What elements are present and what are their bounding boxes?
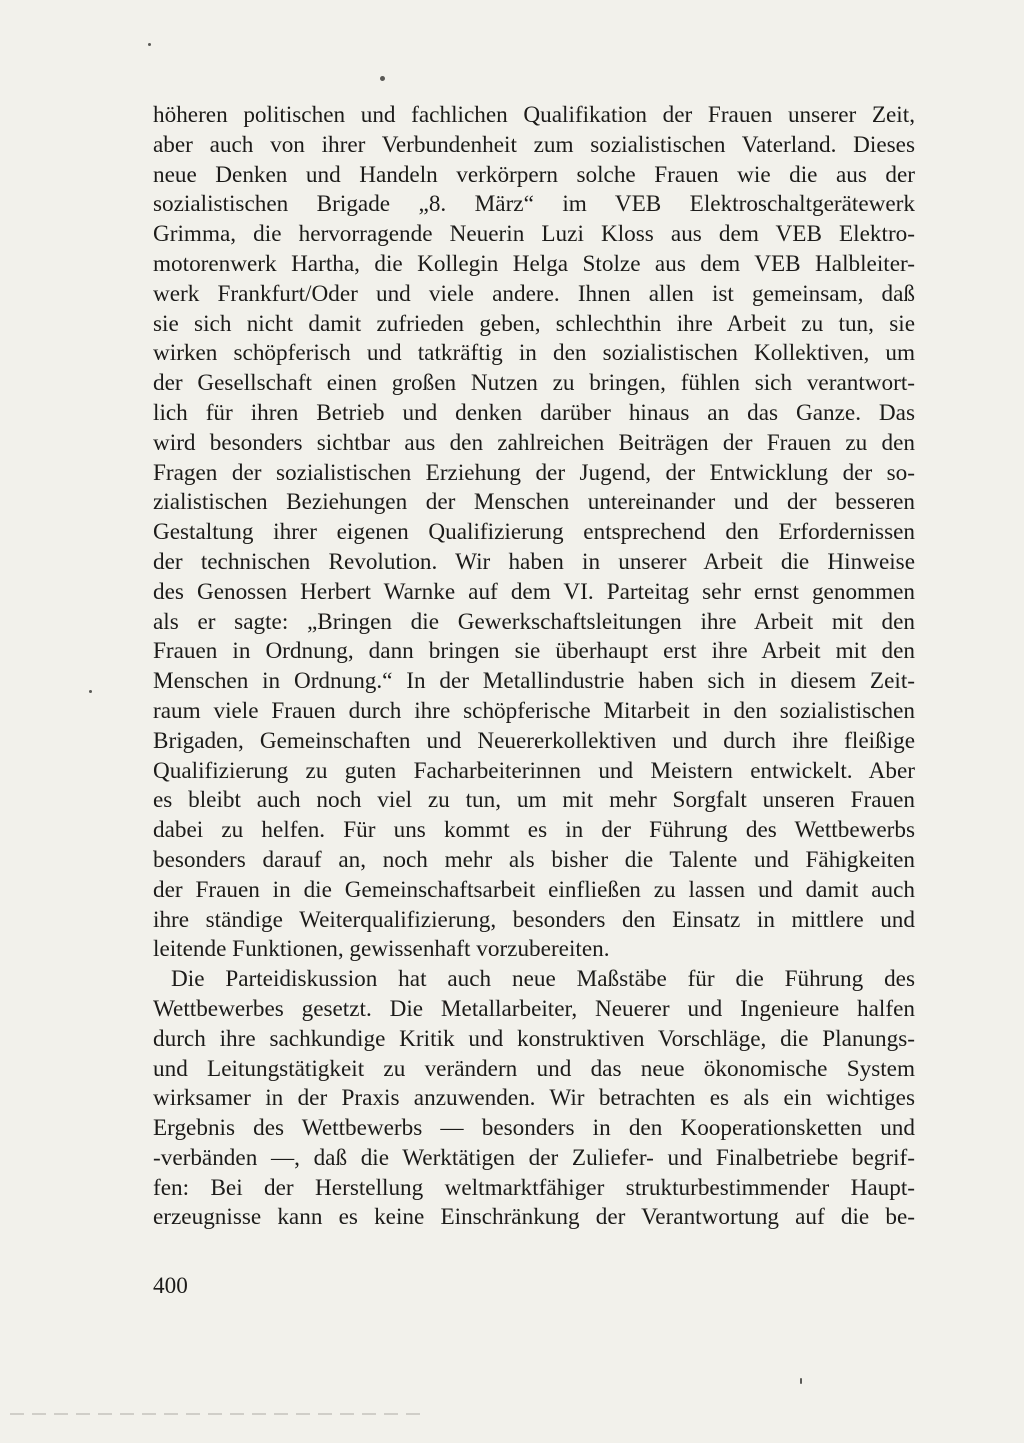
text-line: durch ihre sachkundige Kritik und konstruktiven Vorschläge, die Planungs- xyxy=(153,1025,915,1052)
text-line: aber auch von ihrer Verbundenheit zum sozialistischen Vaterland. Dieses xyxy=(153,131,915,158)
text-line: Brigaden, Gemeinschaften und Neuererkollektiven und durch ihre fleißige xyxy=(153,727,915,754)
text-line: als er sagte: „Bringen die Gewerkschaftsleitungen ihre Arbeit mit den xyxy=(153,608,915,635)
text-line: ihre ständige Weiterqualifizierung, besonders den Einsatz in mittlere und xyxy=(153,906,915,933)
text-line: zialistischen Beziehungen der Menschen untereinander und der besseren xyxy=(153,489,915,516)
print-speck xyxy=(148,43,151,46)
text-line: Fragen der sozialistischen Erziehung der Jugend, der Entwicklung der so- xyxy=(153,459,915,486)
scan-edge-artifact xyxy=(10,1413,420,1415)
text-line: raum viele Frauen durch ihre schöpferische Mitarbeit in den sozialistischen xyxy=(153,697,915,724)
paragraph xyxy=(153,965,915,1233)
print-speck xyxy=(380,76,385,81)
text-line: der technischen Revolution. Wir haben in unserer Arbeit die Hinweise xyxy=(153,548,915,575)
text-line: wirken schöpferisch und tatkräftig in den sozialistischen Kollektiven, um xyxy=(153,340,915,367)
text-line: besonders darauf an, noch mehr als bisher die Talente und Fähigkeiten xyxy=(153,846,915,873)
text-line: des Genossen Herbert Warnke auf dem VI. Parteitag sehr ernst genommen xyxy=(153,578,915,605)
text-line: und Leitungstätigkeit zu verändern und das neue ökonomische System xyxy=(153,1055,915,1082)
text-line: es bleibt auch noch viel zu tun, um mit mehr Sorgfalt unseren Frauen xyxy=(153,787,915,814)
print-speck xyxy=(800,1378,802,1384)
text-line: wird besonders sichtbar aus den zahlreichen Beiträgen der Frauen zu den xyxy=(153,429,915,456)
text-line: werk Frankfurt/Oder und viele andere. Ihnen allen ist gemeinsam, daß xyxy=(153,280,915,307)
text-line: Wettbewerbes gesetzt. Die Metallarbeiter, Neuerer und Ingenieure halfen xyxy=(153,995,915,1022)
text-line: fen: Bei der Herstellung weltmarktfähiger strukturbestimmender Haupt- xyxy=(153,1174,915,1201)
text-line: Menschen in Ordnung.“ In der Metallindustrie haben sich in diesem Zeit- xyxy=(153,668,915,695)
text-line: der Gesellschaft einen großen Nutzen zu bringen, fühlen sich verantwort- xyxy=(153,370,915,397)
print-speck xyxy=(89,690,92,693)
text-line: erzeugnisse kann es keine Einschränkung der Verantwortung auf die be- xyxy=(153,1204,915,1231)
text-line: Grimma, die hervorragende Neuerin Luzi Kloss aus dem VEB Elektro- xyxy=(153,221,915,248)
text-line: wirksamer in der Praxis anzuwenden. Wir betrachten es als ein wichtiges xyxy=(153,1085,915,1112)
text-line: lich für ihren Betrieb und denken darüber hinaus an das Ganze. Das xyxy=(153,399,915,426)
body-text xyxy=(153,101,915,1233)
text-line: sie sich nicht damit zufrieden geben, schlechthin ihre Arbeit zu tun, sie xyxy=(153,310,915,337)
text-line: -verbänden —, daß die Werktätigen der Zuliefer- und Finalbetriebe begrif- xyxy=(153,1144,915,1171)
text-line: der Frauen in die Gemeinschaftsarbeit einfließen zu lassen und damit auch xyxy=(153,876,915,903)
text-line: Qualifizierung zu guten Facharbeiterinnen und Meistern entwickelt. Aber xyxy=(153,757,915,784)
text-line: Die Parteidiskussion hat auch neue Maßstäbe für die Führung des xyxy=(171,966,915,993)
text-line: Ergebnis des Wettbewerbs — besonders in den Kooperationsketten und xyxy=(153,1115,915,1142)
text-line: Gestaltung ihrer eigenen Qualifizierung entsprechend den Erfordernissen xyxy=(153,519,915,546)
page-number: 400 xyxy=(153,1273,188,1299)
text-line: motorenwerk Hartha, die Kollegin Helga Stolze aus dem VEB Halbleiter- xyxy=(153,250,915,277)
paragraph xyxy=(153,101,915,965)
text-line: dabei zu helfen. Für uns kommt es in der Führung des Wettbewerbs xyxy=(153,817,915,844)
text-line: Frauen in Ordnung, dann bringen sie überhaupt erst ihre Arbeit mit den xyxy=(153,638,915,665)
text-line: neue Denken und Handeln verkörpern solche Frauen wie die aus der xyxy=(153,161,915,188)
text-line: sozialistischen Brigade „8. März“ im VEB Elektroschaltgerätewerk xyxy=(153,191,915,218)
text-line: höheren politischen und fachlichen Qualifikation der Frauen unserer Zeit, xyxy=(153,102,915,128)
text-line: leitende Funktionen, gewissenhaft vorzubereiten. xyxy=(153,936,610,963)
